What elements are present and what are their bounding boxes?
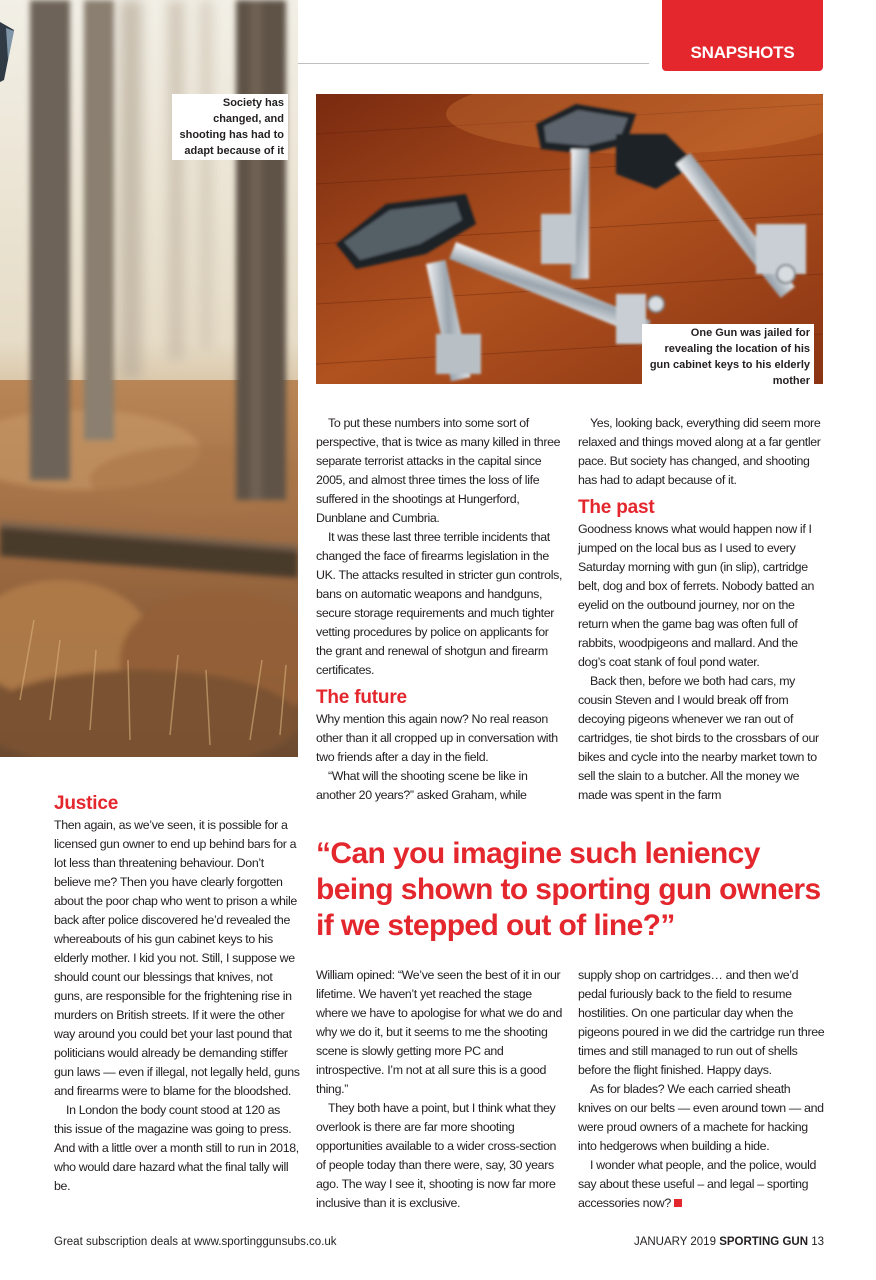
middle-column-top	[316, 414, 564, 805]
past-paragraph-1: Goodness knows what would happen now if I jumped on the local bus as I used to every Saturday morning with gun (in slip), cartridge belt, dog and box of ferrets. Nobody batted an eyelid on the outbound journey, nor on the return when the game bag was often full of rabbits, woodpigeons and mallard. And the dog’s coat stank of foul pond water.	[578, 522, 815, 669]
end-mark-icon	[674, 1199, 682, 1207]
footer-subscription: Great subscription deals at www.sportinggunsubs.co.uk	[54, 1236, 337, 1248]
perspective-paragraph: To put these numbers into some sort of perspective, that is twice as many killed in three separate terrorist attacks in the capital since 2005, and almost three times the loss of life suffered in the shootings at Hungerford, Dunblane and Cumbria.	[316, 416, 561, 525]
header-rule	[298, 63, 649, 64]
justice-paragraph-1: Then again, as we’ve seen, it is possible for a licensed gun owner to end up behind bars for a lot less than threatening behaviour. Don’t believe me? Then you have clearly forgotten about the poor chap who went to prison a while back after police discovered he’d revealed the whereabouts of his gun cabinet keys to his elderly mother. I kid you not. Still, I suppose we should count our blessings that knives, not guns, are responsible for the frightening rise in murders on British streets. If it were the other way around you could bet your last pound that politicians would already be demanding stiffer gun laws — even if illegal, not legally held, guns and firearms were to blame for the bloodshed.	[54, 818, 300, 1098]
looking-back-paragraph: Yes, looking back, everything did seem more relaxed and things moved along at a far gentler pace. But society has changed, and shooting has had to adapt because of it.	[578, 416, 821, 487]
footer-folio	[634, 1236, 824, 1248]
justice-heading: Justice	[54, 793, 119, 814]
footer-page-number: 13	[811, 1236, 824, 1248]
footer-magazine: SPORTING GUN	[719, 1236, 808, 1248]
footer-date: JANUARY 2019	[633, 1236, 716, 1248]
right-column-bottom	[578, 966, 826, 1213]
keys-caption: One Gun was jailed for revealing the location of his gun cabinet keys to his elderly mother	[642, 324, 814, 390]
closing-paragraph	[578, 1156, 826, 1213]
closing-text: I wonder what people, and the police, would say about these useful – and legal – sporting accessories now?	[578, 1158, 817, 1210]
william-paragraph: William opined: “We’ve seen the best of it in our lifetime. We haven’t yet reached the stage where we have to apologise for what we do and why we do it, but it seems to me the shooting scene is slowly getting more PC and introspective. I’m not at all sure this is a good thing.”	[316, 968, 562, 1096]
section-tab	[662, 0, 823, 71]
future-paragraph-2: “What will the shooting scene be like in another 20 years?” asked Graham, while	[316, 769, 528, 802]
legislation-paragraph: It was these last three terrible incidents that changed the face of firearms legislation in the UK. The attacks resulted in stricter gun controls, bans on automatic weapons and handguns, secure storage requirements and much tighter vetting procedures by police on applicants for the grant and renewal of shotgun and firearm certificates.	[316, 530, 563, 677]
supply-shop-paragraph: supply shop on cartridges… and then we’d pedal furiously back to the field to resume hostilities. On one particular day when the pigeons poured in we did the cartridge run three times and still managed to run out of shells before the flight finished. Happy days.	[578, 968, 825, 1077]
right-column-top	[578, 414, 826, 805]
future-heading: The future	[316, 687, 407, 708]
past-paragraph-2: Back then, before we both had cars, my cousin Steven and I would break off from decoying pigeons whenever we ran out of cartridges, tie shot birds to the crossbars of our bikes and cycle into the nearby market town to sell the slain to a butcher. All the money we made was spent in the farm	[578, 674, 819, 802]
inclusive-paragraph: They both have a point, but I think what they overlook is there are far more shooting opportunities available to a wider cross-section of people today than there were, say, 30 years ago. The way I see it, shooting is now far more inclusive than it is exclusive.	[316, 1101, 557, 1210]
section-tab-label: SNAPSHOTS	[690, 43, 795, 62]
justice-column	[54, 790, 300, 1196]
middle-column-bottom	[316, 966, 564, 1213]
pull-quote: “Can you imagine such leniency being shown to sporting gun owners if we stepped out of line?”	[316, 837, 821, 942]
blades-paragraph: As for blades? We each carried sheath knives on our belts — even around town — and were proud owners of a machete for hacking into hedgerows when building a hide.	[578, 1082, 824, 1153]
past-heading: The past	[578, 497, 655, 518]
forest-caption: Society has changed, and shooting has had to adapt because of it	[172, 94, 288, 160]
justice-paragraph-2: In London the body count stood at 120 as this issue of the magazine was going to press. And with a little over a month still to run in 2018, who would dare hazard what the final tally will be.	[54, 1103, 299, 1193]
future-paragraph-1: Why mention this again now? No real reason other than it all cropped up in conversation with two friends after a day in the field.	[316, 712, 558, 764]
